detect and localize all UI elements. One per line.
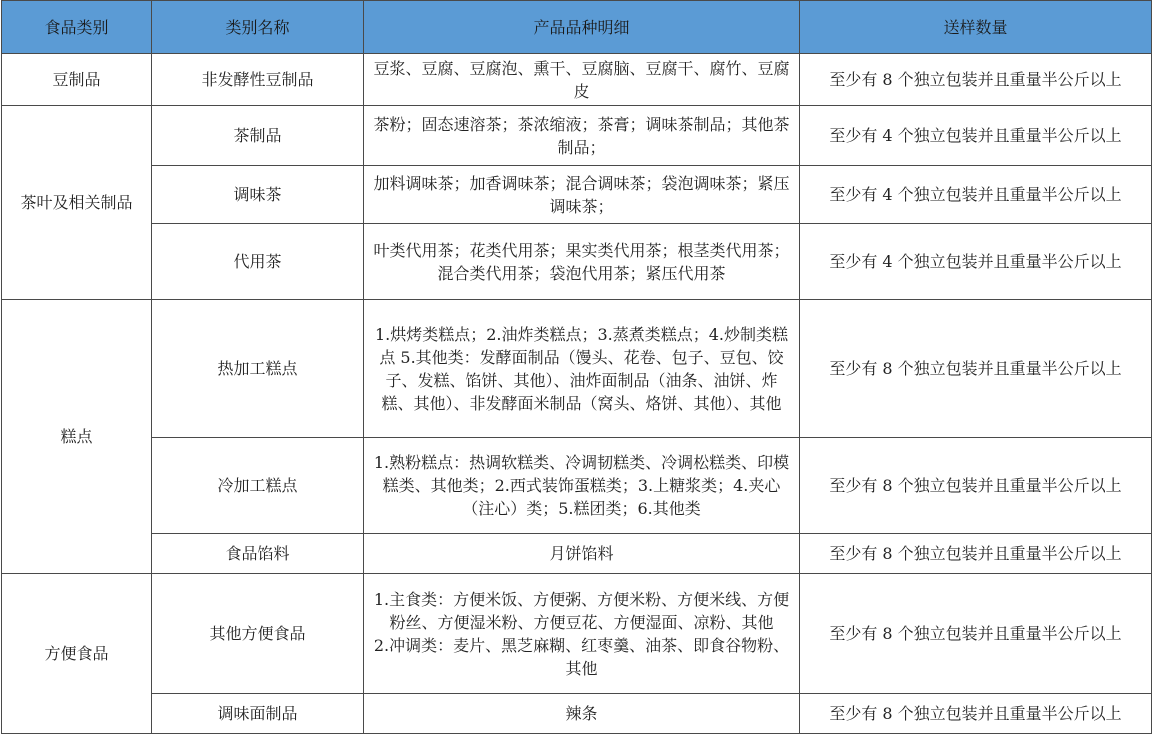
- sample-quantity-cell: 至少有 8 个独立包装并且重量半公斤以上: [800, 534, 1152, 574]
- table-row: [2, 574, 1152, 694]
- table-header-row: [2, 1, 1152, 54]
- product-detail-cell: 月饼馅料: [364, 534, 800, 574]
- header-sample-quantity: 送样数量: [800, 1, 1152, 54]
- sample-quantity-cell: 至少有 4 个独立包装并且重量半公斤以上: [800, 166, 1152, 224]
- table-row: [2, 534, 1152, 574]
- table-row: [2, 438, 1152, 534]
- category-name-cell: 调味面制品: [152, 694, 364, 734]
- header-product-detail: 产品品种明细: [364, 1, 800, 54]
- table-row: [2, 224, 1152, 300]
- product-detail-cell: 辣条: [364, 694, 800, 734]
- category-name-cell: 调味茶: [152, 166, 364, 224]
- sample-quantity-cell: 至少有 8 个独立包装并且重量半公斤以上: [800, 694, 1152, 734]
- food-category-cell: 方便食品: [2, 574, 152, 734]
- sample-quantity-cell: 至少有 8 个独立包装并且重量半公斤以上: [800, 438, 1152, 534]
- category-name-cell: 食品馅料: [152, 534, 364, 574]
- category-name-cell: 热加工糕点: [152, 300, 364, 438]
- product-detail-cell: 1.熟粉糕点：热调软糕类、冷调韧糕类、冷调松糕类、印模糕类、其他类；2.西式装饰蛋糕类；3.上糖浆类；4.夹心（注心）类；5.糕团类；6.其他类: [364, 438, 800, 534]
- table-row: [2, 54, 1152, 106]
- table-row: [2, 106, 1152, 166]
- food-category-cell: 糕点: [2, 300, 152, 574]
- table-row: [2, 166, 1152, 224]
- sample-quantity-cell: 至少有 4 个独立包装并且重量半公斤以上: [800, 224, 1152, 300]
- sample-quantity-cell: 至少有 4 个独立包装并且重量半公斤以上: [800, 106, 1152, 166]
- category-name-cell: 其他方便食品: [152, 574, 364, 694]
- food-category-cell: 茶叶及相关制品: [2, 106, 152, 300]
- category-name-cell: 非发酵性豆制品: [152, 54, 364, 106]
- sample-quantity-cell: 至少有 8 个独立包装并且重量半公斤以上: [800, 54, 1152, 106]
- header-category-name: 类别名称: [152, 1, 364, 54]
- sample-quantity-cell: 至少有 8 个独立包装并且重量半公斤以上: [800, 300, 1152, 438]
- product-detail-cell: [364, 574, 800, 694]
- sample-quantity-cell: 至少有 8 个独立包装并且重量半公斤以上: [800, 574, 1152, 694]
- header-food-category: 食品类别: [2, 1, 152, 54]
- category-name-cell: 代用茶: [152, 224, 364, 300]
- product-detail-cell: 茶粉；固态速溶茶；茶浓缩液；茶膏；调味茶制品；其他茶制品；: [364, 106, 800, 166]
- product-detail-cell: 加料调味茶；加香调味茶；混合调味茶；袋泡调味茶；紧压调味茶；: [364, 166, 800, 224]
- food-category-cell: 豆制品: [2, 54, 152, 106]
- sample-table: [1, 0, 1152, 734]
- product-detail-line: 1.主食类：方便米饭、方便粥、方便米粉、方便米线、方便粉丝、方便湿米粉、方便豆花、方便湿面、凉粉、其他: [373, 589, 790, 632]
- table-row: [2, 300, 1152, 438]
- product-detail-line: 2.冲调类：麦片、黑芝麻糊、红枣羹、油茶、即食谷物粉、其他: [373, 635, 790, 678]
- product-detail-cell: 1.烘烤类糕点；2.油炸类糕点；3.蒸煮类糕点；4.炒制类糕点 5.其他类：发酵面制品（馒头、花卷、包子、豆包、饺子、发糕、馅饼、其他）、油炸面制品（油条、油饼、炸糕、其他）、非发酵面米制品（窝头、烙饼、其他）、其他: [364, 300, 800, 438]
- product-detail-cell: 豆浆、豆腐、豆腐泡、熏干、豆腐脑、豆腐干、腐竹、豆腐皮: [364, 54, 800, 106]
- table-row: [2, 694, 1152, 734]
- product-detail-cell: 叶类代用茶；花类代用茶；果实类代用茶；根茎类代用茶；混合类代用茶；袋泡代用茶；紧压代用茶: [364, 224, 800, 300]
- category-name-cell: 茶制品: [152, 106, 364, 166]
- category-name-cell: 冷加工糕点: [152, 438, 364, 534]
